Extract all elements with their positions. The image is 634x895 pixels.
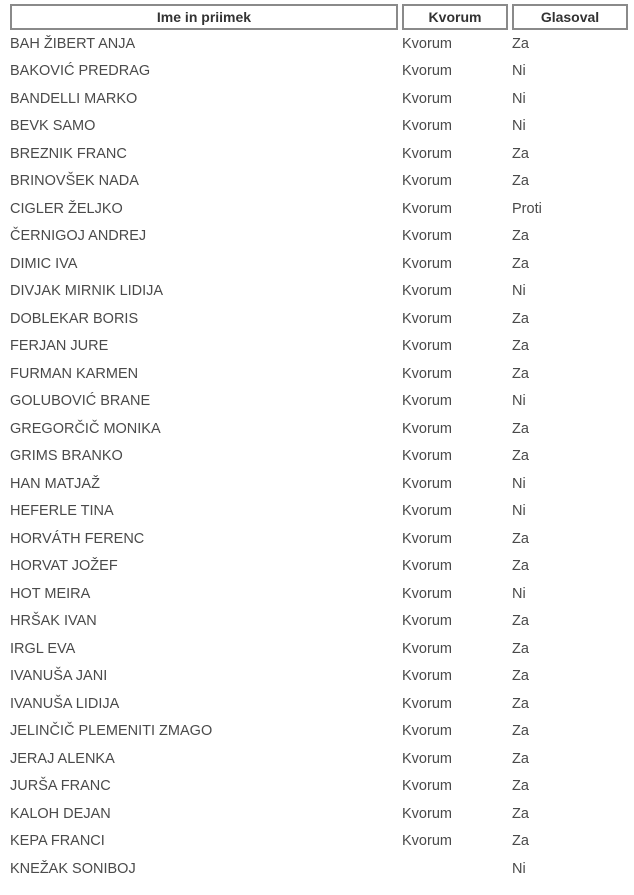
- table-body: [10, 30, 628, 883]
- member-name: HAN MATJAŽ: [10, 475, 100, 492]
- kvorum-status: [402, 855, 508, 883]
- member-name: IVANUŠA LIDIJA: [10, 695, 120, 712]
- vote-value: Ni: [512, 63, 526, 80]
- kvorum-status: Kvorum: [402, 145, 452, 162]
- vote-value: Ni: [512, 503, 526, 520]
- member-name: KALOH DEJAN: [10, 805, 111, 822]
- kvorum-status: Kvorum: [402, 90, 452, 107]
- vote-value: Za: [512, 228, 529, 245]
- kvorum-status: Kvorum: [402, 173, 452, 190]
- kvorum-status: Kvorum: [402, 200, 452, 217]
- vote-value: Ni: [512, 585, 526, 602]
- vote-value: Za: [512, 365, 529, 382]
- vote-value: Ni: [512, 90, 526, 107]
- table-row: [10, 553, 628, 581]
- member-name: KEPA FRANCI: [10, 833, 105, 850]
- table-row: [10, 250, 628, 278]
- vote-value: Za: [512, 145, 529, 162]
- member-name: KNEŽAK SONIBOJ: [10, 860, 136, 877]
- table-row: [10, 800, 628, 828]
- kvorum-status: Kvorum: [402, 448, 452, 465]
- table-row: [10, 443, 628, 471]
- kvorum-status: Kvorum: [402, 118, 452, 135]
- vote-value: Za: [512, 695, 529, 712]
- table-row: [10, 718, 628, 746]
- vote-value: Za: [512, 420, 529, 437]
- header-row: [10, 4, 628, 30]
- kvorum-status: Kvorum: [402, 530, 452, 547]
- kvorum-status: Kvorum: [402, 695, 452, 712]
- kvorum-status: Kvorum: [402, 228, 452, 245]
- member-name: JERAJ ALENKA: [10, 750, 115, 767]
- table-row: [10, 608, 628, 636]
- table-row: [10, 498, 628, 526]
- table-row: [10, 663, 628, 691]
- kvorum-status: Kvorum: [402, 35, 452, 52]
- table-row: [10, 745, 628, 773]
- vote-value: Za: [512, 35, 529, 52]
- table-row: [10, 140, 628, 168]
- vote-value: Za: [512, 448, 529, 465]
- kvorum-status: Kvorum: [402, 833, 452, 850]
- table-row: [10, 525, 628, 553]
- member-name: BREZNIK FRANC: [10, 145, 127, 162]
- table-row: [10, 828, 628, 856]
- vote-value: Ni: [512, 860, 526, 877]
- member-name: FERJAN JURE: [10, 338, 109, 355]
- header-glasoval[interactable]: Glasoval: [512, 4, 628, 30]
- member-name: BAH ŽIBERT ANJA: [10, 35, 136, 52]
- vote-value: Za: [512, 255, 529, 272]
- kvorum-status: Kvorum: [402, 723, 452, 740]
- member-name: HORVAT JOŽEF: [10, 558, 118, 575]
- vote-value: Za: [512, 778, 529, 795]
- table-row: [10, 470, 628, 498]
- kvorum-status: Kvorum: [402, 613, 452, 630]
- kvorum-status: Kvorum: [402, 778, 452, 795]
- table-row: [10, 773, 628, 801]
- member-name: DIMIC IVA: [10, 255, 78, 272]
- table-row: [10, 278, 628, 306]
- kvorum-status: Kvorum: [402, 310, 452, 327]
- table-row: [10, 195, 628, 223]
- kvorum-status: Kvorum: [402, 420, 452, 437]
- header-name[interactable]: Ime in priimek: [10, 4, 398, 30]
- kvorum-status: Kvorum: [402, 503, 452, 520]
- member-name: DIVJAK MIRNIK LIDIJA: [10, 283, 164, 300]
- vote-value: Za: [512, 558, 529, 575]
- vote-value: Za: [512, 750, 529, 767]
- member-name: ČERNIGOJ ANDREJ: [10, 228, 147, 245]
- vote-value: Za: [512, 530, 529, 547]
- table-row: [10, 855, 628, 883]
- kvorum-status: Kvorum: [402, 585, 452, 602]
- member-name: BRINOVŠEK NADA: [10, 173, 139, 190]
- table-row: [10, 168, 628, 196]
- member-name: IRGL EVA: [10, 640, 76, 657]
- member-name: HORVÁTH FERENC: [10, 530, 145, 547]
- vote-value: Ni: [512, 283, 526, 300]
- member-name: HOT MEIRA: [10, 585, 91, 602]
- table-row: [10, 415, 628, 443]
- kvorum-status: Kvorum: [402, 640, 452, 657]
- table-row: [10, 690, 628, 718]
- kvorum-status: Kvorum: [402, 558, 452, 575]
- vote-value: Za: [512, 173, 529, 190]
- member-name: FURMAN KARMEN: [10, 365, 139, 382]
- table-row: [10, 305, 628, 333]
- kvorum-status: Kvorum: [402, 338, 452, 355]
- vote-value: Za: [512, 833, 529, 850]
- vote-value: Za: [512, 613, 529, 630]
- member-name: BEVK SAMO: [10, 118, 96, 135]
- kvorum-status: Kvorum: [402, 668, 452, 685]
- vote-value: Ni: [512, 475, 526, 492]
- kvorum-status: Kvorum: [402, 805, 452, 822]
- member-name: HEFERLE TINA: [10, 503, 114, 520]
- member-name: BANDELLI MARKO: [10, 90, 138, 107]
- vote-value: Za: [512, 310, 529, 327]
- member-name: BAKOVIĆ PREDRAG: [10, 63, 151, 80]
- member-name: GRIMS BRANKO: [10, 448, 123, 465]
- header-kvorum[interactable]: Kvorum: [402, 4, 508, 30]
- voting-table: [6, 4, 632, 883]
- kvorum-status: Kvorum: [402, 255, 452, 272]
- vote-value: Proti: [512, 200, 542, 217]
- table-row: [10, 333, 628, 361]
- table-row: [10, 113, 628, 141]
- kvorum-status: Kvorum: [402, 283, 452, 300]
- table-row: [10, 360, 628, 388]
- table-row: [10, 388, 628, 416]
- table-row: [10, 85, 628, 113]
- kvorum-status: Kvorum: [402, 475, 452, 492]
- kvorum-status: Kvorum: [402, 393, 452, 410]
- member-name: CIGLER ŽELJKO: [10, 200, 123, 217]
- vote-value: Za: [512, 805, 529, 822]
- member-name: JELINČIČ PLEMENITI ZMAGO: [10, 723, 213, 740]
- table-row: [10, 635, 628, 663]
- member-name: GOLUBOVIĆ BRANE: [10, 393, 151, 410]
- member-name: JURŠA FRANC: [10, 778, 111, 795]
- table-row: [10, 580, 628, 608]
- kvorum-status: Kvorum: [402, 63, 452, 80]
- table-row: [10, 223, 628, 251]
- vote-value: Za: [512, 668, 529, 685]
- member-name: IVANUŠA JANI: [10, 668, 108, 685]
- vote-value: Za: [512, 338, 529, 355]
- vote-value: Ni: [512, 393, 526, 410]
- member-name: GREGORČIČ MONIKA: [10, 420, 161, 437]
- member-name: DOBLEKAR BORIS: [10, 310, 139, 327]
- vote-value: Za: [512, 723, 529, 740]
- kvorum-status: Kvorum: [402, 365, 452, 382]
- table-row: [10, 58, 628, 86]
- kvorum-status: Kvorum: [402, 750, 452, 767]
- vote-value: Ni: [512, 118, 526, 135]
- member-name: HRŠAK IVAN: [10, 613, 97, 630]
- vote-value: Za: [512, 640, 529, 657]
- table-row: [10, 30, 628, 58]
